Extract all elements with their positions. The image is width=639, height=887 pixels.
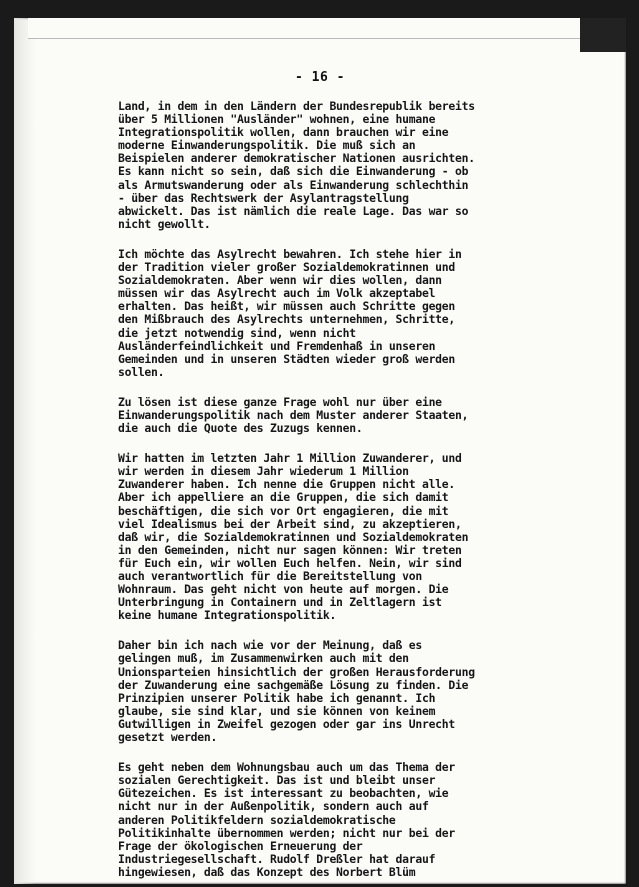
- paragraph: [118, 639, 526, 744]
- text-line: Einwanderungspolitik nach dem Muster anderer Staaten,: [118, 407, 469, 422]
- text-line: Ausländerfeindlichkeit und Fremdenhaß in unseren: [118, 338, 436, 353]
- paragraph: [118, 248, 526, 379]
- text-line: Gütezeichen. Es ist interessant zu beobachten, wie: [118, 786, 449, 801]
- text-line: viel Idealismus bei der Arbeit sind, zu akzeptieren,: [118, 516, 462, 531]
- text-line: Wir hatten im letzten Jahr 1 Million Zuwanderer, und: [118, 451, 462, 466]
- paragraph: [118, 396, 526, 435]
- text-line: auch verantwortlich für die Bereitstellung von: [118, 569, 422, 583]
- text-line: als Armutswanderung oder als Einwanderung schlechthin: [118, 177, 469, 192]
- text-line: Frage der ökologischen Erneuerung der: [118, 838, 363, 853]
- scan-corner-shadow: [580, 18, 626, 52]
- paragraph: [118, 100, 526, 231]
- text-line: gesetzt werden.: [118, 730, 218, 745]
- text-line: Gemeinden und in unseren Städten wieder groß werden: [118, 351, 455, 366]
- text-line: Unionsparteien hinsichtlich der großen Herausforderung: [118, 664, 475, 679]
- text-line: Ich möchte das Asylrecht bewahren. Ich stehe hier in: [118, 246, 462, 261]
- text-line: gelingen muß, im Zusammenwirken auch mit den: [118, 651, 409, 666]
- text-line: erhalten. Das heißt, wir müssen auch Schritte gegen: [118, 299, 455, 314]
- text-line: in den Gemeinden, nicht nur sagen können: Wir treten: [118, 542, 462, 557]
- text-line: Es geht neben dem Wohnungsbau auch um das Thema der: [118, 760, 455, 775]
- page-number: - 16 -: [295, 70, 345, 85]
- text-line: müssen wir das Asylrecht auch im Volk akzeptabel: [118, 286, 436, 301]
- text-line: anderen Politikfeldern sozialdemokratische: [118, 812, 396, 827]
- text-line: der Tradition vieler großer Sozialdemokratinnen und: [118, 260, 455, 275]
- text-line: sozialen Gerechtigkeit. Das ist und bleibt unser: [118, 773, 436, 788]
- text-line: Land, in dem in den Ländern der Bundesrepublik bereits: [118, 99, 475, 113]
- text-line: Wohnraum. Das geht nicht von heute auf morgen. Die: [118, 582, 449, 597]
- text-line: sollen.: [118, 364, 165, 379]
- text-line: Industriegesellschaft. Rudolf Dreßler hat darauf: [118, 851, 436, 866]
- document-page: [14, 18, 626, 884]
- paragraph: [118, 761, 526, 879]
- text-line: Gutwilligen in Zweifel gezogen oder gar ins Unrecht: [118, 716, 455, 731]
- text-line: Aber ich appelliere an die Gruppen, die sich damit: [118, 490, 449, 505]
- text-line: hingewiesen, daß das Konzept des Norbert Blüm: [118, 864, 416, 879]
- text-line: über 5 Millionen "Ausländer" wohnen, eine humane: [118, 112, 436, 127]
- text-line: der Zuwanderung eine sachgemäße Lösung zu finden. Die: [118, 677, 469, 692]
- text-line: den Mißbrauch des Asylrechts unternehmen, Schritte,: [118, 312, 455, 327]
- scan-top-edge: [28, 18, 626, 39]
- text-line: Es kann nicht so sein, daß sich die Einwanderung - ob: [118, 164, 469, 179]
- document-body: [118, 100, 526, 884]
- text-line: Prinzipien unserer Politik habe ich genannt. Ich: [118, 690, 436, 705]
- text-line: daß wir, die Sozialdemokratinnen und Sozialdemokraten: [118, 529, 469, 544]
- text-line: glaube, sie sind klar, und sie können von keinem: [118, 703, 436, 718]
- text-line: Zu lösen ist diese ganze Frage wohl nur über eine: [118, 394, 442, 409]
- text-line: die jetzt notwendig sind, wenn nicht: [118, 325, 356, 340]
- text-line: nicht nur in der Außenpolitik, sondern auch auf: [118, 799, 429, 814]
- text-line: Zuwanderer haben. Ich nenne die Gruppen nicht alle.: [118, 477, 455, 492]
- text-line: Daher bin ich nach wie vor der Meinung, daß es: [118, 638, 422, 653]
- text-line: keine humane Integrationspolitik.: [118, 608, 337, 623]
- paragraph: [118, 452, 526, 622]
- text-line: beschäftigen, die sich vor Ort engagieren, die mit: [118, 503, 449, 518]
- text-line: Integrationspolitik wollen, dann brauchen wir eine: [118, 125, 449, 140]
- text-line: Sozialdemokraten. Aber wenn wir dies wollen, dann: [118, 273, 442, 288]
- text-line: die auch die Quote des Zuzugs kennen.: [118, 421, 363, 436]
- text-line: moderne Einwanderungspolitik. Die muß sich an: [118, 138, 416, 153]
- text-line: abwickelt. Das ist nämlich die reale Lage. Das war so: [118, 203, 469, 218]
- text-line: für Euch ein, wir wollen Euch helfen. Nein, wir sind: [118, 555, 462, 570]
- text-line: Unterbringung in Containern und in Zeltlagern ist: [118, 595, 442, 610]
- text-line: Politikinhalte übernommen werden; nicht nur bei der: [118, 825, 455, 840]
- text-line: wir werden in diesem Jahr wiederum 1 Million: [118, 464, 409, 479]
- text-line: - über das Rechtswerk der Asylantragstellung: [118, 190, 409, 205]
- text-line: Beispielen anderer demokratischer Nationen ausrichten.: [118, 151, 475, 166]
- text-line: nicht gewollt.: [118, 216, 211, 231]
